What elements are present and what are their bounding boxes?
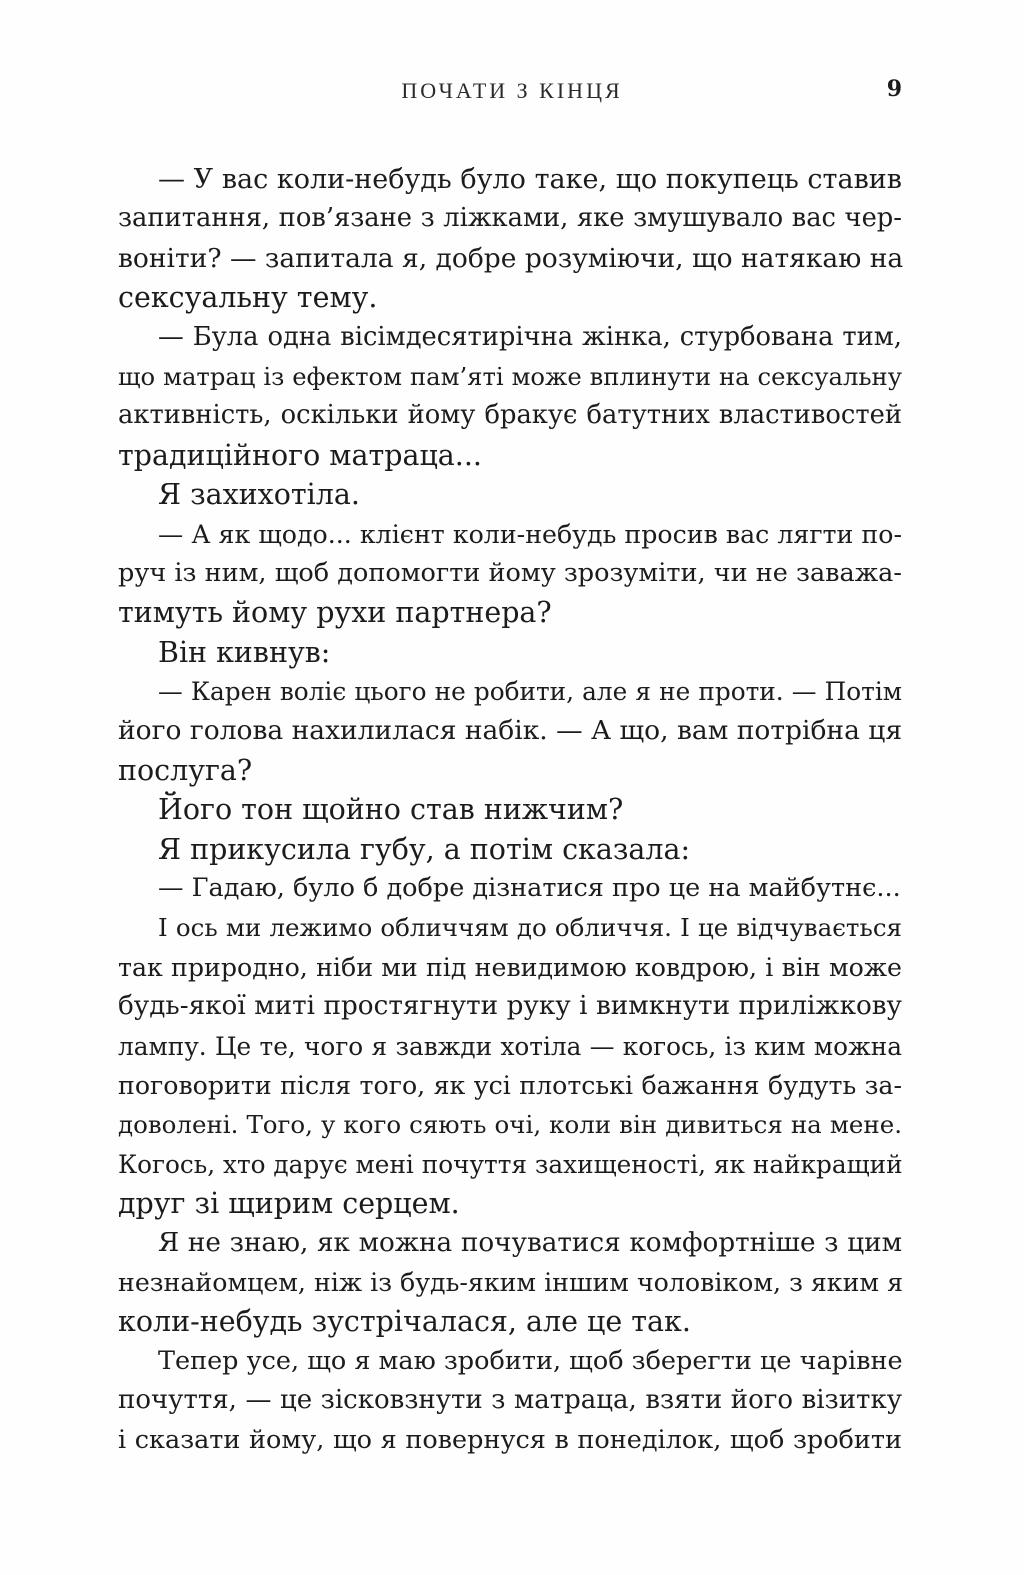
- body-text: [118, 160, 902, 1460]
- text-line: будь-якої миті простягнути руку і вимкнути приліжкову: [118, 991, 902, 1022]
- text-line: Я не знаю, як можна почуватися комфортніше з цим: [158, 1227, 902, 1258]
- text-line: і сказати йому, що я повернуся в понеділок, щоб зробити: [118, 1424, 902, 1455]
- running-head: [0, 74, 1024, 108]
- page-number: 9: [886, 76, 902, 102]
- text-line: Я прикусила губу, а потім сказала:: [158, 832, 691, 866]
- text-line: — А як щодо... клієнт коли-небудь просив вас лягти по-: [158, 519, 902, 549]
- text-line: тимуть йому рухи партнера?: [118, 596, 552, 630]
- text-line: — У вас коли-небудь було таке, що покупець ставив: [158, 164, 902, 195]
- text-line: — Була одна вісімдесятирічна жінка, стурбована тим,: [158, 321, 902, 352]
- text-line: Його тон щойно став нижчим?: [158, 793, 624, 827]
- running-title: ПОЧАТИ З КІНЦЯ: [401, 78, 623, 103]
- text-line: І ось ми лежимо обличчям до обличчя. І це відчувається: [158, 913, 902, 943]
- text-line: так природно, ніби ми під невидимою ковдрою, і він може: [118, 952, 902, 982]
- text-line: воніти? — запитала я, добре розуміючи, що натякаю на: [118, 242, 904, 274]
- text-line: що матрац із ефектом пам’яті може вплинути на сексуальну: [118, 361, 902, 391]
- text-line: традиційного матраца...: [118, 438, 482, 472]
- text-line: активність, оскільки йому бракує батутних властивостей: [118, 400, 902, 431]
- text-line: Тепер усе, що я маю зробити, щоб зберегти це чарівне: [158, 1345, 903, 1376]
- text-line: запитання, пов’язане з ліжками, яке змушувало вас чер-: [118, 203, 902, 234]
- text-line: лампу. Це те, чого я завжди хотіла — когось, із ким можна: [118, 1031, 902, 1061]
- text-line: поговорити після того, як усі плотські бажання будуть за-: [118, 1070, 902, 1100]
- text-line: послуга?: [118, 753, 253, 787]
- text-line: Когось, хто дарує мені почуття захищеності, як найкращий: [118, 1149, 903, 1179]
- text-line: руч із ним, щоб допомогти йому зрозуміти, чи не заважа-: [118, 557, 902, 588]
- text-line: коли-небудь зустрічалася, але це так.: [118, 1305, 691, 1339]
- text-line: Він кивнув:: [158, 635, 331, 669]
- text-line: його голова нахилилася набік. — А що, вам потрібна ця: [118, 715, 903, 747]
- text-line: почуття, — це зісковзнути з матраца, взяти його візитку: [118, 1385, 902, 1416]
- text-line: — Карен воліє цього не робити, але я не проти. — Потім: [158, 677, 902, 707]
- text-line: сексуальну тему.: [118, 281, 378, 315]
- text-line: доволені. Того, у кого сяють очі, коли він дивиться на мене.: [118, 1110, 902, 1140]
- text-line: незнайомцем, ніж із будь-яким іншим чоловіком, з яким я: [118, 1267, 904, 1297]
- text-line: друг зі щирим серцем.: [118, 1187, 460, 1221]
- text-line: Я захихотіла.: [158, 478, 360, 512]
- text-line: — Гадаю, було б добре дізнатися про це на майбутнє...: [158, 873, 901, 904]
